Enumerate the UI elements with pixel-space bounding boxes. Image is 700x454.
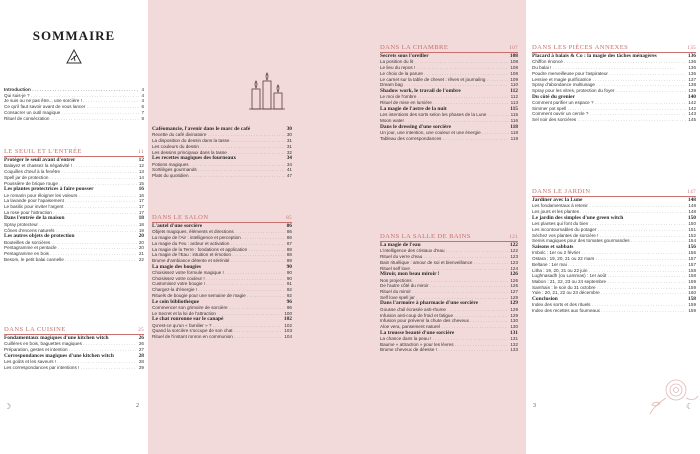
toc-entry: Index des recettes aux fourneaux . . . 159 [532,308,696,314]
toc-entry: Brume d'ambiance détente et sérénité . . . 89 [152,258,292,264]
page-title: SOMMAIRE [32,28,116,43]
toc-entry: Pentagramme et pentacle . . . 20 [4,245,144,251]
section-heading: LE SEUIL ET L'ENTRÉE 11 [4,148,144,155]
subsection-heading: La magie de l'eau 122 [380,242,518,248]
toc-entry: Rituel self love . . . 124 [380,266,518,272]
subsection-heading: Caféomancie, l'avenir dans le marc de café 30 [152,126,292,132]
toc-entry: Consacrer un outil magique . . . 7 [4,110,144,116]
section-cuisine [4,326,144,371]
toc-entry: La chance dans la peau ! . . . 131 [380,336,518,342]
subsection-heading: La magie des bougies 90 [152,263,292,270]
toc-entry: Introduction . . . 4 [4,87,144,93]
toc-entry: Les fondamentaux à retenir . . . 148 [532,203,696,209]
toc-entry: La position du lit . . . 108 [380,59,518,65]
moon-icon: ☽ [4,402,12,411]
subsection-heading: La magie de l'astre de la nuit 115 [380,105,518,112]
subsection-heading: Dans l'armoire à pharmacie d'une sorcière 129 [380,300,518,307]
toc-entry: La rose pour l'attraction . . . 17 [4,210,144,216]
toc-entry: Rituel de consécration . . . 8 [4,116,144,122]
toc-entry: Samhain : le soir du 31 octobre . . . 159 [532,285,696,291]
toc-entry: Semis magiques pour des tomates gourmandes . . . 154 [532,238,696,244]
toc-entry: Spell jar de protection . . . 14 [4,175,144,181]
subsection-heading: Dans l'entrée de la maison 18 [4,215,144,222]
section-entries [380,242,518,353]
toc-entry: Séchez vos plantes de sorcière ! . . . 152 [532,233,696,239]
toc-entry: Bain rituélique : amour de soi et bienveillance . . . 123 [380,260,518,266]
toc-entry: Gousse d'ail écrasée anti-rhume . . . 129 [380,307,518,313]
toc-entry: Le Secret et la loi de l'attraction . . . 100 [152,311,292,317]
toc-entry: Brume cheveux de déesse ! . . . 133 [380,347,518,353]
section-heading: DANS LE JARDIN 147 [532,188,696,195]
subsection-heading: Dans le dressing d'une sorcière 118 [380,123,518,130]
subsection-heading: Le chat ronronne sur le canapé 102 [152,316,292,323]
toc-entry: Aloe vera, pansement naturel . . . 130 [380,324,518,330]
toc-entry: Les jours et les plantes . . . 148 [532,209,696,215]
toc-entry: Rituel de l'instant ronron en communion . . . 104 [152,334,292,340]
toc-entry: Nos projections . . . 126 [380,278,518,284]
subsection-heading: Le coin bibliothèque 96 [152,298,292,305]
toc-entry: Rituel du miroir . . . 127 [380,289,518,295]
toc-entry: Préparation, gestes et intention . . . 27 [4,347,144,353]
section-annexes [532,44,696,123]
witch-emblem-icon [66,49,82,65]
subsection-heading: Miroir, mon beau miroir ! 126 [380,271,518,278]
subsection-heading: Du côté du grenier 140 [532,93,696,100]
right-page [526,0,700,454]
toc-entry: Quand la sorcière s'occupe de son chat . . . 103 [152,328,292,334]
toc-entry: Le moi de l'ombre . . . 112 [380,94,518,100]
toc-entry: Choisissez votre couleur ! . . . 90 [152,276,292,282]
moon-icon: ☾ [686,402,694,411]
toc-entry: Besom, le petit balai cannelle . . . 22 [4,257,144,263]
page-number: 3 [533,403,536,409]
subsection-heading: Correspondances magiques d'une kitchen witch 28 [4,352,144,359]
toc-entry: Potions magiques . . . 34 [152,162,292,168]
toc-entry: Le choix de la parure . . . 108 [380,71,518,77]
toc-entry: La magie du Feu : ardeur et activation . . . 87 [152,241,292,247]
toc-entry: Les goûts et les saveurs ! . . . 28 [4,359,144,365]
toc-entry: De l'autre côté du miroir . . . 126 [380,283,518,289]
section-heading: DANS LA SALLE DE BAINS 121 [380,233,518,240]
subsection-heading: Les autres objets de protection 20 [4,233,144,240]
toc-entry: Objets magiques, éléments et directions . . . 86 [152,229,292,235]
toc-entry: Mabon : 21, 22, 23 ou 24 septembre . . . 159 [532,279,696,285]
toc-entry: Balayez et chassez la négativité ! . . . 12 [4,163,144,169]
toc-entry: Le basilic pour inviter l'argent . . . 17 [4,204,144,210]
toc-entry: Spray protecteur . . . 18 [4,222,144,228]
section-heading: DANS LE SALON 85 [152,214,292,221]
subsection-heading: Jardiner avec la Lune 148 [532,197,696,203]
toc-entry: Sel noir des sorcières . . . 145 [532,117,696,123]
subsection-heading: Saisons et sabbats 156 [532,244,696,251]
toc-entry: Baume « attraction » pour les lèvres . . . 132 [380,342,518,348]
subsection-heading: Conclusion 158 [532,296,696,303]
toc-entry: Yule : 20, 21, 22 ou 23 décembre . . . 160 [532,290,696,296]
toc-entry: Sortilèges gourmands . . . 41 [152,167,292,173]
page-number: 2 [136,403,139,409]
toc-entry: Le carnet sur la table de chevet : rêves et journaling . . . 109 [380,77,518,83]
toc-entry: Lughnasadh (ou Lammas) : 1er août . . . 158 [532,273,696,279]
toc-entry: Litha : 19, 20, 21 ou 22 juin . . . 158 [532,268,696,274]
toc-entry: Comment ouvrir un cercle ? . . . 143 [532,111,696,117]
section-entries [380,53,518,141]
section-entries [532,53,696,123]
cafe-entries [152,126,292,179]
section-entries [4,335,144,371]
toc-entry: Coquilles d'œuf à la fenêtre . . . 13 [4,169,144,175]
toc-entry: Les incontournables du potager . . . 151 [532,227,696,233]
toc-entry: Le lieu du repos ! . . . 108 [380,65,518,71]
toc-entry: Self love spell jar . . . 128 [380,295,518,301]
toc-entry: La magie de l'Air : intelligence et perception . . . 86 [152,235,292,241]
subsection-heading: Le jardin des simples d'une green witch 150 [532,214,696,221]
section-heading: DANS LA CHAMBRE 107 [380,44,518,51]
subsection-heading: La trousse beauté d'une sorcière 131 [380,329,518,336]
toc-entry: Infusion pour prévenir la chute des cheveux . . . 130 [380,318,518,324]
toc-entry: Qu'est-ce qu'un « familier » ? . . . 102 [152,323,292,329]
toc-entry: Infusion anti-coup de froid et fatigue . . . 129 [380,313,518,319]
toc-entry: L'intelligence des cristaux d'eau . . . 122 [380,248,518,254]
toc-entry: La magie de l'Eau : intuition et émotion . . . 88 [152,252,292,258]
toc-entry: Index des sorts et des rituels . . . 159 [532,302,696,308]
toc-entry: Recette du café divinatoire . . . 30 [152,132,292,138]
section-seuil [4,148,144,262]
section-entries [532,197,696,314]
toc-entry: La disposition du dessin dans la tasse . . . 31 [152,138,292,144]
section-jardin [532,188,696,314]
section-heading: DANS LES PIÈCES ANNEXES 135 [532,44,696,51]
section-entries [4,157,144,262]
toc-entry: Les dessins principaux dans la tasse . . . 32 [152,150,292,156]
toc-entry: Ce qu'il faut savoir avant de vous lancer . . . 6 [4,104,144,110]
toc-entry: Imbolc : 1er ou 2 février . . . 156 [532,250,696,256]
candles-icon [247,71,287,113]
toc-entry: Un jour, une intention, une couleur et une énergie . . . 118 [380,130,518,136]
section-salon [152,214,292,340]
subsection-heading: Placard à balais & Co : la magie des tâches ménagères 136 [532,53,696,59]
toc-entry: Bouteilles de sorcières . . . 20 [4,240,144,246]
toc-entry: Moon water . . . 116 [380,118,518,124]
toc-entry: Beltane : 1er mai . . . 157 [532,262,696,268]
toc-entry: Poudre merveilleuse pour l'aspirateur . . . 136 [532,71,696,77]
toc-entry: Rituels de bougie pour une semaine de magie . . . 92 [152,293,292,299]
subsection-heading: Les recettes magiques des fourneaux 34 [152,155,292,162]
toc-entry: Tableau des correspondances . . . 119 [380,136,518,142]
toc-entry: Cuillères en bois, baguettes magiques . . . 26 [4,341,144,347]
section-chambre [380,44,518,141]
toc-entry: Je suis ou ne pas être... une sorcière ! . . . 4 [4,98,144,104]
subsection-heading: Fondamentaux magiques d'une kitchen witch 26 [4,335,144,341]
toc-entry: Rituel du verre d'eau . . . 123 [380,254,518,260]
toc-entry: Comment purifier un espace ? . . . 142 [532,100,696,106]
toc-entry: Spray pour les vitres, protection du foyer . . . 139 [532,88,696,94]
left-page [0,0,148,454]
middle-spread [148,0,526,454]
toc-entry: Les correspondances par intentions ! . . . 29 [4,365,144,371]
toc-entry: Dream bag . . . 110 [380,82,518,88]
toc-entry: Chargez-la d'énergie ! . . . 92 [152,287,292,293]
section-heading: DANS LA CUISINE 25 [4,326,144,333]
toc-entry: Commencer son grimoire de sorcière . . . 96 [152,305,292,311]
subsection-heading: L'autel d'une sorcière 86 [152,223,292,229]
toc-entry: Plats du quotidien . . . 47 [152,173,292,179]
toc-entry: Les intentions des sorts selon les phases de la Lune . . . 115 [380,112,518,118]
toc-entry: Lessive et magie purificatrice . . . 137 [532,77,696,83]
section-entries [152,223,292,340]
toc-entry: Qui suis-je ? . . . 4 [4,93,144,99]
subsection-heading: Les plantes protectrices à faire pousser 16 [4,186,144,193]
subsection-heading: Secrets sous l'oreiller 108 [380,53,518,59]
toc-entry: Simmer pot spell . . . 142 [532,106,696,112]
toc-entry: Les plantes qui font du bien . . . 150 [532,221,696,227]
toc-entry: Pentagramme en bois . . . 21 [4,251,144,257]
toc-entry: Rituel de mise en lumière . . . 113 [380,100,518,106]
toc-entry: La lavande pour l'apaisement . . . 17 [4,198,144,204]
toc-entry: Poussière de brique rouge . . . 15 [4,181,144,187]
toc-entry: Ostara : 19, 20, 21 ou 22 mars . . . 157 [532,256,696,262]
toc-entry: Les couleurs du dessin . . . 31 [152,144,292,150]
toc-entry: Choisissez votre formule magique ! . . . 90 [152,270,292,276]
toc-entry: Chiffon énoncé . . . 136 [532,59,696,65]
toc-entry: Spray d'abondance multiusage . . . 138 [532,82,696,88]
section-salle-de-bains [380,233,518,353]
intro-list [4,87,144,121]
toc-entry: Customisez votre bougie ! . . . 91 [152,281,292,287]
subsection-heading: Protéger le seuil avant d'entrer 12 [4,157,144,163]
subsection-heading: Shadow work, le travail de l'ombre 112 [380,87,518,94]
toc-entry: La magie de la Terre : fondations et application . . . 88 [152,247,292,253]
toc-entry: Du balai ! . . . 136 [532,65,696,71]
toc-entry: Le romarin pour éloigner les voleurs . . . 16 [4,193,144,199]
toc-entry: Cônes d'encens naturels . . . 19 [4,228,144,234]
